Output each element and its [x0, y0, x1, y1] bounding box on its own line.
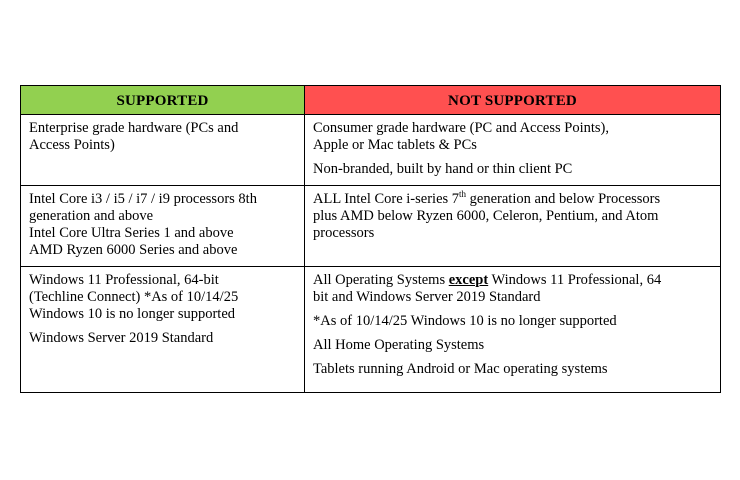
header-row [21, 86, 721, 115]
text-line: Consumer grade hardware (PC and Access Points), [313, 120, 609, 136]
ordinal-superscript: th [459, 189, 467, 200]
text-line: generation and above [29, 208, 154, 224]
not-supported-processors-text [313, 191, 712, 242]
not-supported-header: NOT SUPPORTED [305, 86, 721, 115]
table-row-operating-systems [21, 267, 721, 393]
supported-cell-processors [21, 186, 305, 267]
supported-server-text: Windows Server 2019 Standard [29, 330, 214, 346]
supported-cell-hardware [21, 115, 305, 186]
text-line: plus AMD below Ryzen 6000, Celeron, Pentium, and Atom [313, 208, 659, 224]
support-matrix-table [20, 85, 721, 393]
supported-header: SUPPORTED [21, 86, 305, 115]
not-supported-cell-processors [305, 186, 721, 267]
tablets-os-text: Tablets running Android or Mac operating systems [313, 361, 608, 377]
text-line: (Techline Connect) *As of 10/14/25 [29, 289, 239, 305]
text-fragment: generation and below Processors [466, 191, 661, 207]
text-line: processors [313, 225, 375, 241]
table-row-hardware [21, 115, 721, 186]
windows-10-notice: *As of 10/14/25 Windows 10 is no longer supported [313, 313, 617, 329]
supported-processors-text [29, 191, 296, 259]
home-os-text: All Home Operating Systems [313, 337, 485, 353]
except-emphasis: except [448, 272, 489, 288]
supported-hardware-text [29, 120, 296, 154]
text-fragment: Windows 11 Professional, 64 [488, 272, 662, 288]
not-supported-os-text [313, 272, 712, 306]
text-line: Intel Core i3 / i5 / i7 / i9 processors 8th [29, 191, 257, 207]
text-line: Enterprise grade hardware (PCs and [29, 120, 239, 136]
text-line: Apple or Mac tablets & PCs [313, 137, 477, 153]
text-line: bit and Windows Server 2019 Standard [313, 289, 541, 305]
not-supported-cell-os [305, 267, 721, 393]
text-fragment: ALL Intel Core i-series 7 [313, 191, 460, 207]
text-line: Intel Core Ultra Series 1 and above [29, 225, 234, 241]
table-row-processors [21, 186, 721, 267]
not-supported-nonbranded-text: Non-branded, built by hand or thin client PC [313, 161, 573, 177]
text-line: Access Points) [29, 137, 115, 153]
text-line: Windows 11 Professional, 64-bit [29, 272, 219, 288]
text-fragment: All Operating Systems [313, 272, 449, 288]
supported-cell-os [21, 267, 305, 393]
not-supported-hardware-text [313, 120, 712, 154]
supported-windows-text [29, 272, 296, 323]
text-line: Windows 10 is no longer supported [29, 306, 236, 322]
text-line: AMD Ryzen 6000 Series and above [29, 242, 238, 258]
not-supported-cell-hardware [305, 115, 721, 186]
